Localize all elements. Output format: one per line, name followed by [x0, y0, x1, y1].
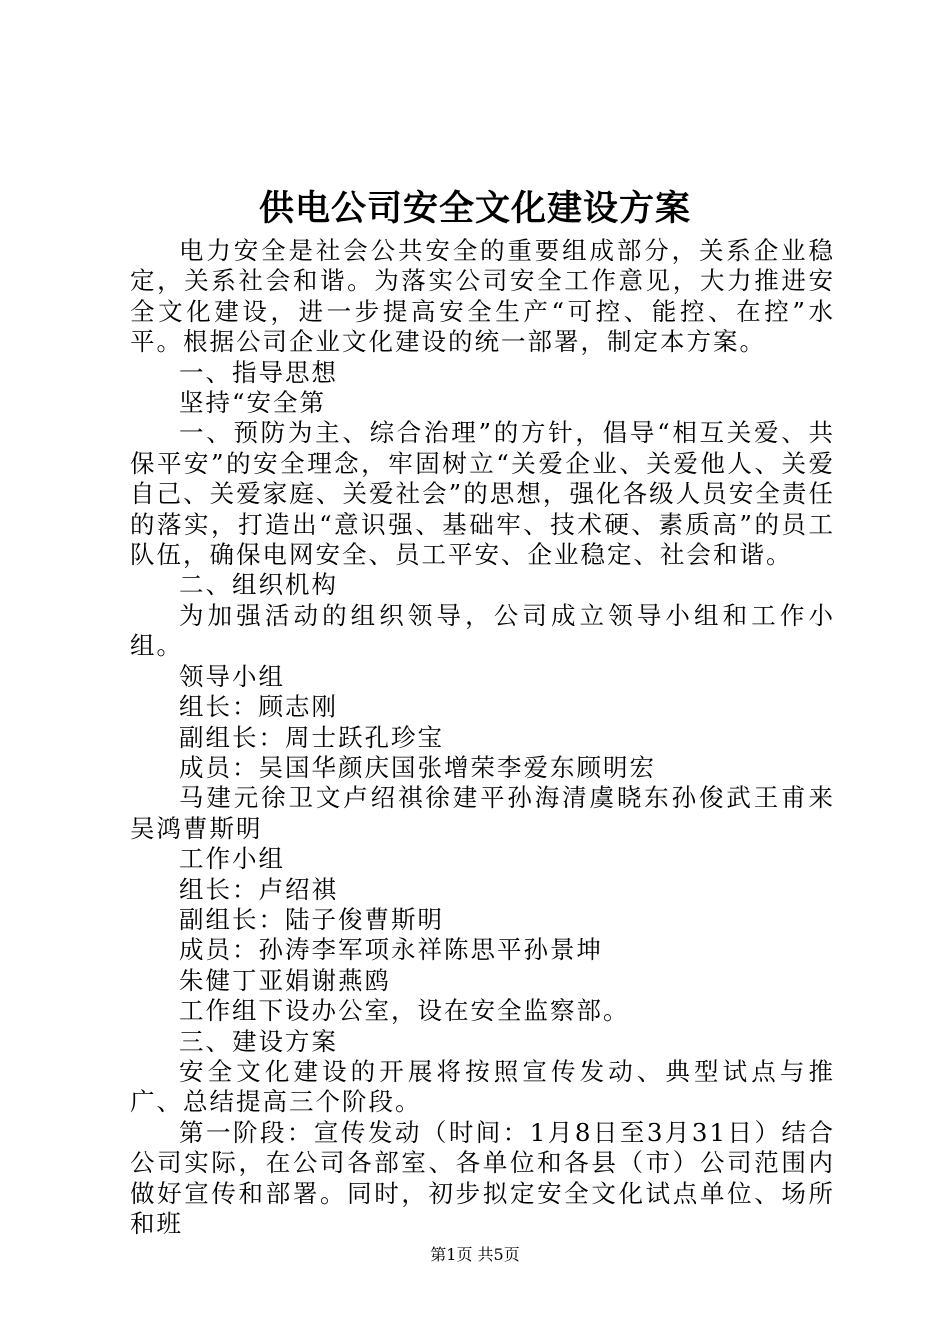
- paragraph-office: 工作组下设办公室，设在安全监察部。: [179, 996, 630, 1026]
- heading-organization: 二、组织机构: [179, 570, 338, 600]
- document-title: 供电公司安全文化建设方案: [258, 188, 691, 229]
- paragraph-adhere: 坚持“安全第: [179, 388, 327, 418]
- paragraph-organization: 为加强活动的组织领导，公司成立领导小组和工作小组。: [130, 600, 835, 661]
- page-footer: 第1页 共5页: [430, 1245, 520, 1264]
- working-group-members-continued: 朱健丁亚娟谢燕鸥: [179, 965, 391, 995]
- working-group-members: 成员：孙涛李军项永祥陈思平孙景坤: [179, 935, 603, 965]
- document-body: [130, 236, 835, 1239]
- paragraph-stage-one: 第一阶段：宣传发动（时间：1月8日至3月31日）结合公司实际，在公司各部室、各单位和各县（市）公司范围内做好宣传和部署。同时，初步拟定安全文化试点单位、场所和班: [130, 1117, 835, 1238]
- leading-group-deputy: 副组长：周士跃孔珍宝: [179, 722, 444, 752]
- label-working-group: 工作小组: [179, 844, 285, 874]
- working-group-leader: 组长：卢绍祺: [179, 874, 338, 904]
- leading-group-members-continued: 马建元徐卫文卢绍祺徐建平孙海清虞晓东孙俊武王甫来吴鸿曹斯明: [130, 783, 835, 843]
- leading-group-members: 成员：吴国华颜庆国张增荣李爱东顾明宏: [179, 752, 656, 782]
- paragraph-intro: 电力安全是社会公共安全的重要组成部分，关系企业稳定，关系社会和谐。为落实公司安全工作意见，大力推进安全文化建设，进一步提高安全生产“可控、能控、在控”水平。根据公司企业文化建设的统一部署，制定本方案。: [130, 236, 835, 357]
- working-group-deputy: 副组长：陆子俊曹斯明: [179, 904, 444, 934]
- label-leading-group: 领导小组: [179, 661, 285, 691]
- paragraph-policy: 一、预防为主、综合治理”的方针，倡导“相互关爱、共保平安”的安全理念，牢固树立“关爱企业、关爱他人、关爱自己、关爱家庭、关爱社会”的思想，强化各级人员安全责任的落实，打造出“意识强、基础牢、技术硬、素质高”的员工队伍，确保电网安全、员工平安、企业稳定、社会和谐。: [130, 418, 835, 570]
- paragraph-stages: 安全文化建设的开展将按照宣传发动、典型试点与推广、总结提高三个阶段。: [130, 1056, 835, 1117]
- heading-construction-plan: 三、建设方案: [179, 1026, 338, 1056]
- heading-guiding-ideology: 一、指导思想: [179, 357, 338, 387]
- leading-group-leader: 组长：顾志刚: [179, 692, 338, 722]
